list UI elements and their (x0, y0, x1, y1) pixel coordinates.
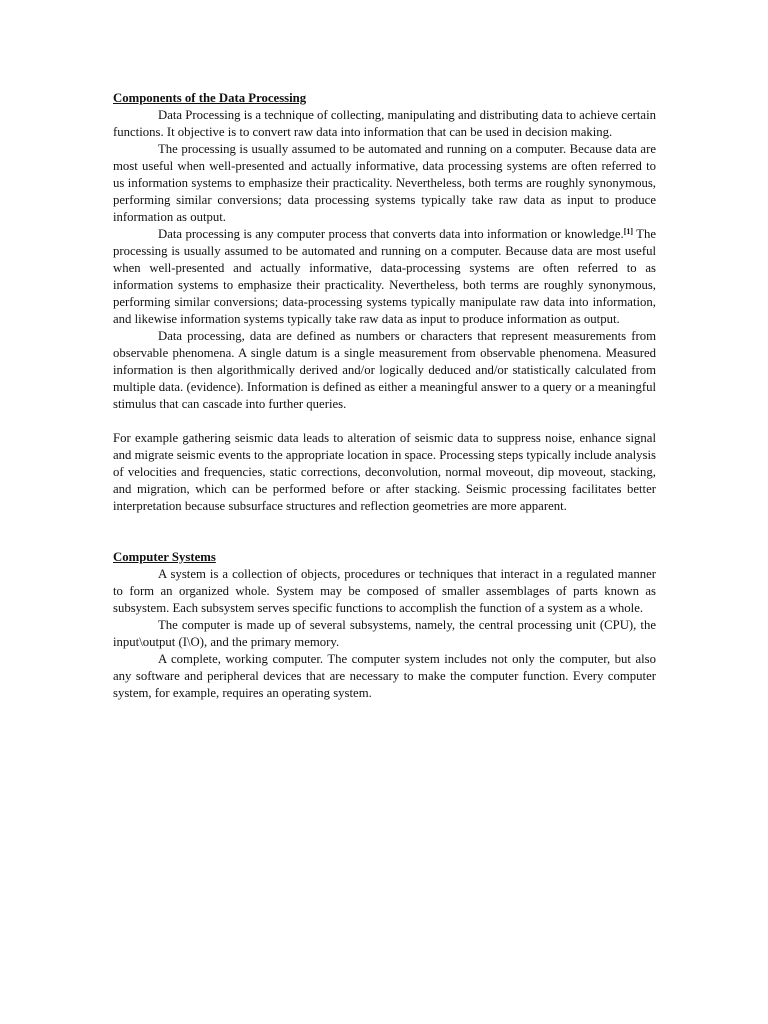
reference-marker: [1] (623, 227, 634, 236)
spacer (113, 515, 656, 549)
paragraph-subsystems: The computer is made up of several subsystems, namely, the central processing unit (CPU), the input\output (I\O), and the primary memory. (113, 618, 656, 649)
paragraph-automated-processing: The processing is usually assumed to be automated and running on a computer. Because data are most useful when well-presented and actually informative, data processing systems are often referred to us information systems to emphasize their practicality. Nevertheless, both terms are roughly synonymous, performing similar conversions; data processing systems typically take raw data as input to produce information as output. (113, 142, 656, 224)
paragraph-data-definition: Data processing, data are defined as numbers or characters that represent measurements from observable phenomena. A single datum is a single measurement from observable phenomena. Measured information is then algorithmically derived and/or logically deduced and/or statistically calculated from multiple data. (evidence). Information is defined as either a meaningful answer to a query or a meaningful stimulus that can cascade into further queries. (113, 329, 656, 411)
paragraph-text: The processing is usually assumed to be automated and running on a computer. Because data are most useful when well-presented and actually informative, data-processing systems are often referred to as information systems to emphasize their practicality. Nevertheless, both terms are roughly synonymous, performing similar conversions; data-processing systems typically manipulate raw data into information, and likewise information systems typically take raw data as input to produce information as output. (113, 227, 656, 326)
section-heading-data-processing: Components of the Data Processing (113, 91, 307, 105)
paragraph-system-definition: A system is a collection of objects, procedures or techniques that interact in a regulated manner to form an organized whole. System may be composed of smaller assemblages of parts known as subsystem. Each subsystem serves specific functions to accomplish the function of a system as a whole. (113, 567, 656, 615)
paragraph-text: Data processing is any computer process that converts data into information or knowledge. (158, 227, 624, 241)
paragraph-complete-computer: A complete, working computer. The computer system includes not only the computer, but also any software and peripheral devices that are necessary to make the computer function. Every computer system, for example, requires an operating system. (113, 652, 656, 700)
spacer (113, 413, 656, 430)
paragraph-definition: Data Processing is a technique of collecting, manipulating and distributing data to achieve certain functions. It objective is to convert raw data into information that can be used in decision making. (113, 108, 656, 139)
paragraph-seismic-example: For example gathering seismic data leads to alteration of seismic data to suppress noise, enhance signal and migrate seismic events to the appropriate location in space. Processing steps typically include analysis of velocities and frequencies, static corrections, deconvolution, normal moveout, dip moveout, stacking, and migration, which can be performed before or after stacking. Seismic processing facilitates better interpretation because subsurface structures and reflection geometries are more apparent. (113, 431, 656, 513)
section-heading-computer-systems: Computer Systems (113, 550, 216, 564)
document-page (113, 90, 656, 702)
paragraph-computer-process (113, 226, 656, 328)
